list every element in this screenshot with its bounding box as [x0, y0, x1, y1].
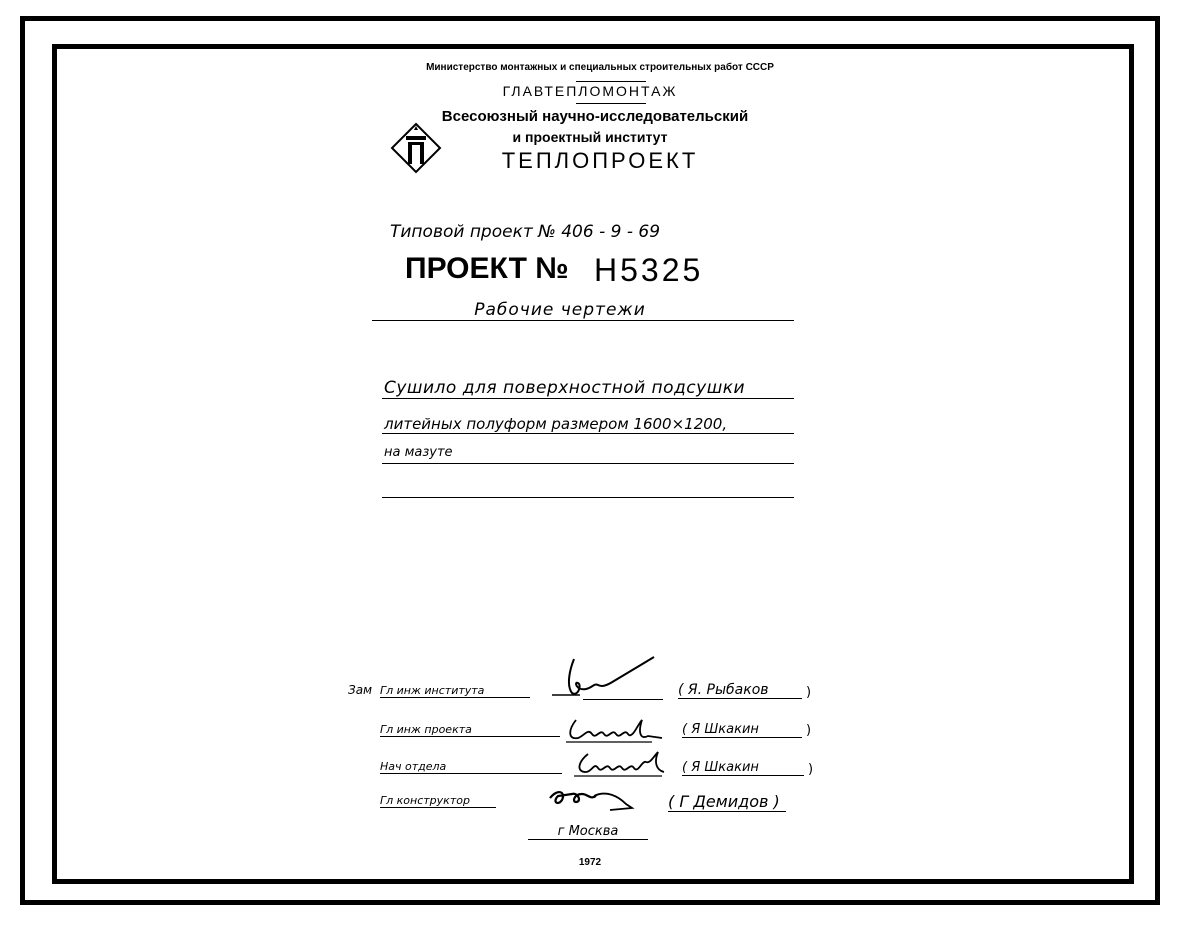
- signature-2-icon: [562, 714, 667, 746]
- project-title: ПРОЕКТ №: [405, 252, 569, 285]
- sig-2-close: ): [806, 723, 812, 738]
- project-number: Н5325: [594, 252, 704, 288]
- city: г Москва: [528, 824, 648, 840]
- drawings-subtitle: Рабочие чертежи: [474, 300, 646, 320]
- subtitle-rule: [372, 320, 794, 321]
- description-rule-3: [382, 463, 794, 464]
- description-line-3: на мазуте: [384, 445, 453, 460]
- description-line-2: литейных полуформ размером 1600×1200,: [384, 415, 728, 433]
- glavk-name: ГЛАВТЕПЛОМОНТАЖ: [502, 83, 678, 99]
- sig-3-name: ( Я Шкакин: [682, 760, 804, 776]
- sig-4-role: Гл конструктор: [380, 794, 496, 808]
- institute-line-1: Всесоюзный научно-исследовательский: [441, 108, 749, 125]
- header-rule-top: [576, 81, 646, 82]
- sig-1-close: ): [806, 685, 812, 700]
- ministry-line: Министерство монтажных и специальных строительных работ СССР: [426, 62, 774, 73]
- sig-1-role: Гл инж института: [380, 684, 530, 698]
- teploproekt-logo-icon: [390, 122, 442, 174]
- sig-2-role: Гл инж проекта: [380, 723, 560, 737]
- typical-project-label: Типовой проект № 406 - 9 - 69: [390, 222, 661, 242]
- sig-2-name: ( Я Шкакин: [682, 722, 802, 738]
- institute-name: ТЕПЛОПРОЕКТ: [501, 148, 699, 173]
- description-line-1: Сушило для поверхностной подсушки: [384, 378, 746, 398]
- description-rule-4: [382, 497, 794, 498]
- sig-4-name: ( Г Демидов ): [668, 792, 786, 812]
- description-rule-1: [382, 398, 794, 399]
- sig-1-name: ( Я. Рыбаков: [678, 682, 802, 699]
- year: 1972: [578, 857, 602, 868]
- institute-line-2: и проектный институт: [512, 129, 668, 145]
- sig-3-close: ): [808, 762, 814, 777]
- header-rule-bottom: [576, 103, 646, 104]
- signature-1-icon: [552, 655, 662, 700]
- sig-1-prefix: Зам: [348, 683, 373, 697]
- sig-3-role: Нач отдела: [380, 760, 562, 774]
- signature-3-icon: [570, 748, 670, 780]
- signature-4-icon: [548, 782, 638, 816]
- description-rule-2: [382, 433, 794, 434]
